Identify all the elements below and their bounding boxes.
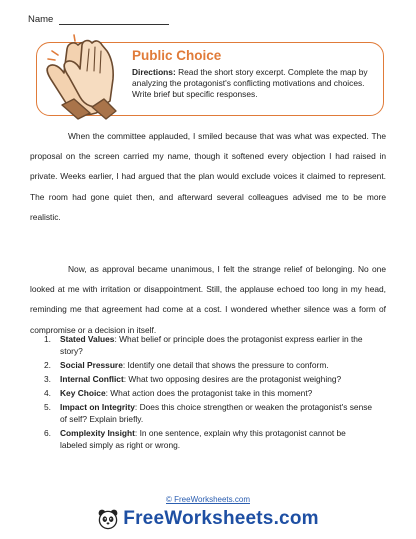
story-text-1: When the committee applauded, I smiled because that was what was expected. The proposal on the screen carried my name, though it softened every objection I had raised in private. Weeks earlier, I had argued that the plan would exclude voices it claimed to represent. The room had gone quiet then, and afterward several colleagues advised me to be more realistic. <box>30 131 386 222</box>
question-text: : Identify one detail that shows the pressure to conform. <box>122 359 329 370</box>
story-paragraph-2 <box>30 259 386 340</box>
directions-text: Read the short story excerpt. Complete the map by analyzing the protagonist's conflicting motivations and choices. Write brief but specific responses. <box>132 67 368 99</box>
question-label: Key Choice <box>60 388 106 399</box>
question-item <box>44 334 374 357</box>
page-title: Public Choice <box>132 48 222 63</box>
directions <box>132 67 374 100</box>
question-text: : Does this choice strengthen or weaken the protagonist's sense of self? Explain briefly. <box>60 402 373 424</box>
question-item <box>44 360 374 372</box>
name-line[interactable] <box>59 14 169 25</box>
question-number: 4. <box>44 388 51 399</box>
question-label: Internal Conflict <box>60 373 124 384</box>
question-number: 5. <box>44 402 51 413</box>
question-number: 1. <box>44 334 51 344</box>
question-item <box>44 428 374 451</box>
question-number: 3. <box>44 373 51 384</box>
question-item <box>44 374 374 386</box>
footer-link[interactable]: © FreeWorksheets.com <box>166 495 250 504</box>
question-label: Impact on Integrity <box>60 402 135 413</box>
question-text: : What belief or principle does the protagonist express earlier in the story? <box>60 334 363 356</box>
directions-label: Directions: <box>132 67 176 77</box>
question-item <box>44 388 374 400</box>
name-field[interactable] <box>28 14 169 25</box>
question-item <box>44 402 374 425</box>
question-label: Stated Values <box>60 334 115 344</box>
question-label: Social Pressure <box>60 359 123 370</box>
story-paragraph-1 <box>30 126 386 227</box>
question-number: 6. <box>44 428 51 439</box>
question-label: Complexity Insight <box>60 428 135 439</box>
footer-logo[interactable] <box>82 506 334 532</box>
question-text: : In one sentence, explain why this protagonist cannot be labeled simply as right or wrong. <box>60 428 346 450</box>
question-list <box>44 334 374 454</box>
story-text-2: Now, as approval became unanimous, I felt the strange relief of belonging. No one looked at me with irritation or disappointment. Still, the applause echoed too long in my head, reminding me that agreement had come at a cost. I wondered whether silence was a form of compromise or a decision in itself. <box>30 264 386 335</box>
question-text: : What action does the protagonist take in this moment? <box>105 388 313 399</box>
panda-logo-icon <box>97 508 119 530</box>
clapping-hands-icon <box>34 33 126 125</box>
logo-text: FreeWorksheets.com <box>123 508 319 529</box>
name-label: Name <box>28 14 54 25</box>
question-number: 2. <box>44 359 51 370</box>
question-text: : What two opposing desires are the protagonist weighing? <box>123 373 342 384</box>
